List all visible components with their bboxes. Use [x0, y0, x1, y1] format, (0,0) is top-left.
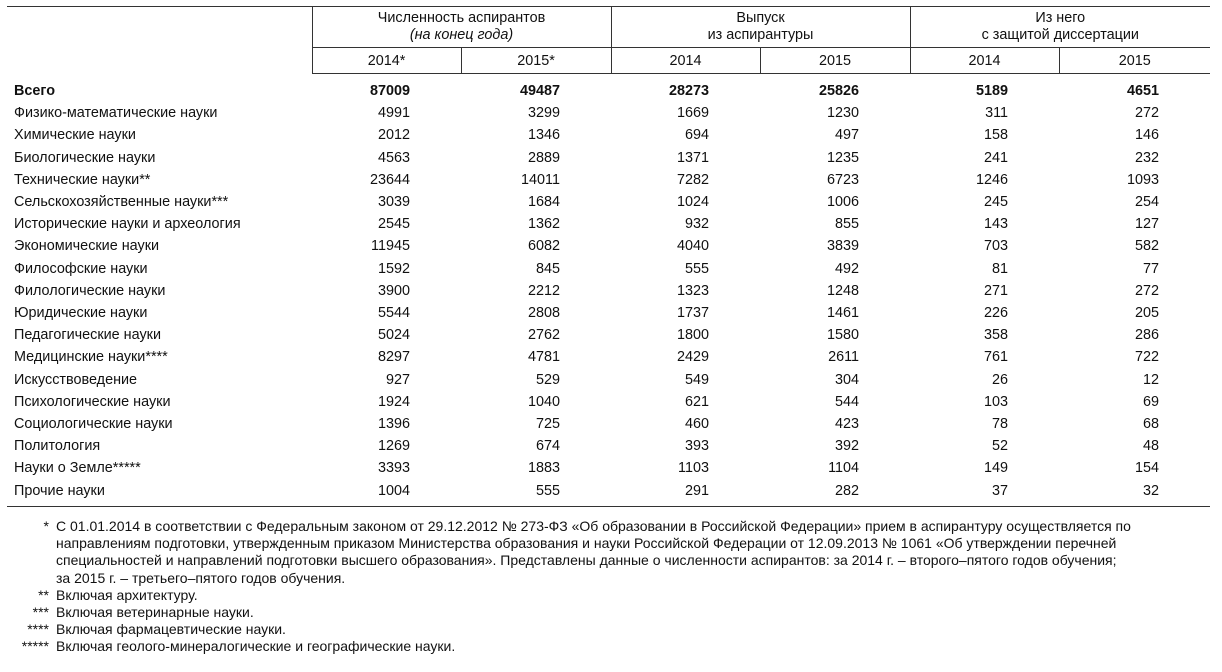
table-cell: 1104	[828, 460, 860, 477]
table-cell: 4781	[527, 349, 560, 366]
table-cell: 1246	[976, 171, 1009, 188]
table-cell: 492	[835, 260, 860, 277]
table-cell: 23644	[369, 171, 410, 188]
row-label: Политология	[14, 438, 101, 455]
table-row	[7, 346, 1210, 368]
table-row	[7, 235, 1210, 257]
row-label: Всего	[14, 83, 55, 99]
table-cell: 1800	[676, 327, 709, 344]
table-cell: 28273	[668, 83, 709, 99]
table-cell: 11945	[371, 238, 410, 255]
header-year: 2014	[611, 48, 760, 74]
table-cell: 78	[992, 416, 1009, 433]
row-label: Исторические науки и археология	[14, 216, 241, 233]
table-cell: 2545	[377, 216, 410, 233]
table-cell: 5189	[976, 83, 1009, 99]
table-cell: 271	[984, 282, 1009, 299]
table-cell: 1006	[827, 194, 860, 211]
table-cell: 32	[1143, 482, 1160, 499]
table-cell: 8297	[377, 349, 410, 366]
table-cell: 2611	[828, 349, 860, 366]
header-group-title: Из него	[1035, 10, 1086, 26]
row-label: Биологические науки	[14, 149, 156, 166]
header-year: 2014	[910, 48, 1059, 74]
table-cell: 497	[835, 127, 860, 144]
table-cell: 154	[1135, 460, 1160, 477]
footnote-line	[8, 570, 1218, 587]
table-cell: 69	[1143, 393, 1160, 410]
table-cell: 703	[984, 238, 1009, 255]
row-label: Медицинские науки****	[14, 349, 168, 366]
footnote-mark: *****	[21, 638, 49, 655]
table-cell: 358	[984, 327, 1009, 344]
table-cell: 582	[1135, 238, 1160, 255]
table-cell: 127	[1135, 216, 1160, 233]
table-cell: 3393	[377, 460, 410, 477]
table-row	[7, 213, 1210, 235]
row-label: Прочие науки	[14, 482, 105, 499]
table-cell: 529	[535, 371, 560, 388]
table-cell: 694	[684, 127, 709, 144]
footnote-line	[8, 621, 1218, 638]
footnote-mark	[8, 535, 56, 552]
table-cell: 282	[835, 482, 860, 499]
row-label: Технические науки**	[14, 171, 151, 188]
footnote-text: специальностей и направлений подготовки высшего образования». Представлены данные о численности аспирантов: за 2014 г. – второго–пятого годов обучения;	[56, 552, 1117, 569]
table-cell: 245	[984, 194, 1009, 211]
footnote-text: Включая ветеринарные науки.	[56, 604, 254, 621]
table-cell: 1024	[676, 194, 709, 211]
row-label: Психологические науки	[14, 393, 171, 410]
row-label: Педагогические науки	[14, 327, 162, 344]
table-cell: 1362	[527, 216, 560, 233]
table-cell: 4563	[377, 149, 410, 166]
table-row	[7, 302, 1210, 324]
table-cell: 149	[984, 460, 1009, 477]
table-cell: 1248	[827, 282, 860, 299]
table-cell: 87009	[369, 83, 410, 99]
table-cell: 927	[385, 371, 410, 388]
table-cell: 1323	[676, 282, 709, 299]
footnote-mark: *	[43, 518, 49, 534]
header-year: 2014*	[312, 48, 461, 74]
table-cell: 460	[684, 416, 709, 433]
table-row	[7, 480, 1210, 502]
table-cell: 2762	[527, 327, 560, 344]
table-row	[7, 258, 1210, 280]
table-row	[7, 413, 1210, 435]
header-year: 2015*	[461, 48, 611, 74]
table-cell: 272	[1135, 282, 1160, 299]
header-group-title: Выпуск	[736, 10, 785, 26]
table-cell: 68	[1143, 416, 1160, 433]
footnote-text: Включая архитектуру.	[56, 586, 198, 603]
table-cell: 37	[992, 482, 1009, 499]
table-cell: 544	[835, 393, 860, 410]
header-group-subtitle: с защитой диссертации	[981, 27, 1139, 43]
table-cell: 1924	[377, 393, 410, 410]
header-group-subtitle: (на конец года)	[409, 27, 514, 43]
table-cell: 932	[684, 216, 709, 233]
table-cell: 1004	[377, 482, 410, 499]
table-cell: 1669	[676, 105, 709, 122]
table-row-total	[7, 80, 1210, 102]
header-group-title: Численность аспирантов	[377, 10, 546, 26]
table-cell: 621	[684, 393, 709, 410]
table-cell: 14011	[521, 171, 560, 188]
row-label: Физико-математические науки	[14, 105, 218, 122]
table-cell: 5544	[377, 305, 410, 322]
table-cell: 232	[1135, 149, 1160, 166]
table-cell: 158	[984, 127, 1009, 144]
postgraduate-table	[7, 6, 1210, 507]
footnote-mark: **	[38, 586, 49, 603]
row-label: Экономические науки	[14, 238, 160, 255]
header-corner	[7, 7, 312, 74]
table-cell: 423	[835, 416, 860, 433]
footnote-line	[8, 604, 1218, 621]
table-row	[7, 280, 1210, 302]
table-row	[7, 169, 1210, 191]
table-row	[7, 124, 1210, 146]
footnote-text: Включая геолого-минералогические и географические науки.	[56, 638, 456, 655]
row-label: Сельскохозяйственные науки***	[14, 194, 229, 211]
row-label: Филологические науки	[14, 282, 166, 299]
table-cell: 4991	[377, 105, 410, 122]
table-cell: 2212	[527, 282, 560, 299]
footnote-line	[8, 518, 1218, 535]
footnote-mark	[8, 552, 56, 569]
table-cell: 81	[992, 260, 1009, 277]
table-cell: 1461	[827, 305, 860, 322]
table-cell: 1684	[527, 194, 560, 211]
table-cell: 555	[684, 260, 709, 277]
header-group-defended	[910, 7, 1210, 48]
table-cell: 254	[1135, 194, 1160, 211]
footnote-text: за 2015 г. – третьего–пятого годов обучения.	[56, 569, 346, 586]
table-row	[7, 324, 1210, 346]
footnote-text: Включая фармацевтические науки.	[56, 621, 286, 638]
row-label: Науки о Земле*****	[14, 460, 141, 477]
table-cell: 304	[835, 371, 860, 388]
table-cell: 6082	[527, 238, 560, 255]
footnote-mark	[8, 570, 56, 587]
table-cell: 143	[984, 216, 1009, 233]
table-cell: 855	[835, 216, 860, 233]
table-cell: 5024	[377, 327, 410, 344]
table-cell: 1235	[827, 149, 860, 166]
header-group-subtitle: из аспирантуры	[707, 27, 814, 43]
table-row	[7, 191, 1210, 213]
header-group-students	[312, 7, 611, 48]
table-cell: 77	[1143, 260, 1160, 277]
row-label: Химические науки	[14, 127, 136, 144]
table-row	[7, 391, 1210, 413]
table-cell: 392	[835, 438, 860, 455]
table-row	[7, 457, 1210, 479]
table-row	[7, 102, 1210, 124]
table-cell: 3299	[527, 105, 560, 122]
table-cell: 1269	[377, 438, 410, 455]
table-cell: 2808	[527, 305, 560, 322]
table-cell: 103	[984, 393, 1009, 410]
table-cell: 7282	[676, 171, 709, 188]
table-cell: 48	[1143, 438, 1160, 455]
table-cell: 1103	[678, 460, 709, 477]
table-cell: 4651	[1127, 83, 1160, 99]
footnote-mark: ****	[27, 621, 49, 638]
table-cell: 291	[684, 482, 709, 499]
table-body	[7, 74, 1210, 507]
table-cell: 1371	[676, 149, 709, 166]
table-row	[7, 369, 1210, 391]
table-cell: 205	[1135, 305, 1160, 322]
table-cell: 725	[535, 416, 560, 433]
table-cell: 146	[1135, 127, 1160, 144]
table-cell: 26	[992, 371, 1009, 388]
table-cell: 393	[684, 438, 709, 455]
footnote-line	[8, 535, 1218, 552]
table-cell: 761	[984, 349, 1009, 366]
table-cell: 2012	[377, 127, 410, 144]
table-cell: 555	[535, 482, 560, 499]
table-cell: 226	[984, 305, 1009, 322]
table-cell: 1396	[377, 416, 410, 433]
table-cell: 6723	[827, 171, 860, 188]
table-cell: 549	[684, 371, 709, 388]
table-cell: 49487	[519, 83, 560, 99]
table-cell: 1230	[827, 105, 860, 122]
footnote-line	[8, 638, 1218, 655]
row-label: Юридические науки	[14, 305, 148, 322]
table-cell: 12	[1143, 371, 1160, 388]
table-cell: 272	[1135, 105, 1160, 122]
table-cell: 52	[992, 438, 1009, 455]
table-cell: 1580	[827, 327, 860, 344]
table-cell: 2889	[527, 149, 560, 166]
table-cell: 845	[535, 260, 560, 277]
row-label: Социологические науки	[14, 416, 173, 433]
footnotes	[8, 518, 1218, 656]
header-group-graduates	[611, 7, 910, 48]
footnote-line	[8, 552, 1218, 569]
footnote-line	[8, 587, 1218, 604]
footnote-text: С 01.01.2014 в соответствии с Федеральным законом от 29.12.2012 № 273-ФЗ «Об образовании в Российской Федерации» прием в аспирантуру осуществляется по	[56, 518, 1131, 534]
row-label: Философские науки	[14, 260, 148, 277]
table-cell: 2429	[676, 349, 709, 366]
table-cell: 1883	[527, 460, 560, 477]
table-cell: 3900	[377, 282, 410, 299]
table-cell: 4040	[676, 238, 709, 255]
table-cell: 3839	[827, 238, 860, 255]
table-cell: 3039	[377, 194, 410, 211]
row-label: Искусствоведение	[14, 371, 138, 388]
table-cell: 1592	[377, 260, 410, 277]
table-cell: 1040	[527, 393, 560, 410]
table-row	[7, 147, 1210, 169]
table-cell: 1346	[527, 127, 560, 144]
table-cell: 1737	[676, 305, 709, 322]
header-year: 2015	[760, 48, 910, 74]
table-cell: 241	[984, 149, 1009, 166]
table-cell: 286	[1135, 327, 1160, 344]
table-cell: 674	[535, 438, 560, 455]
table-cell: 311	[985, 105, 1009, 122]
table-row	[7, 435, 1210, 457]
header-year: 2015	[1059, 48, 1210, 74]
table-cell: 1093	[1127, 171, 1160, 188]
footnote-mark: ***	[32, 604, 49, 621]
table-cell: 25826	[818, 83, 860, 99]
table-cell: 722	[1135, 349, 1160, 366]
footnote-text: направлениям подготовки, утвержденным приказом Министерства образования и науки Российской Федерации от 12.09.2013 № 1061 «Об утверждении перечней	[56, 535, 1117, 552]
